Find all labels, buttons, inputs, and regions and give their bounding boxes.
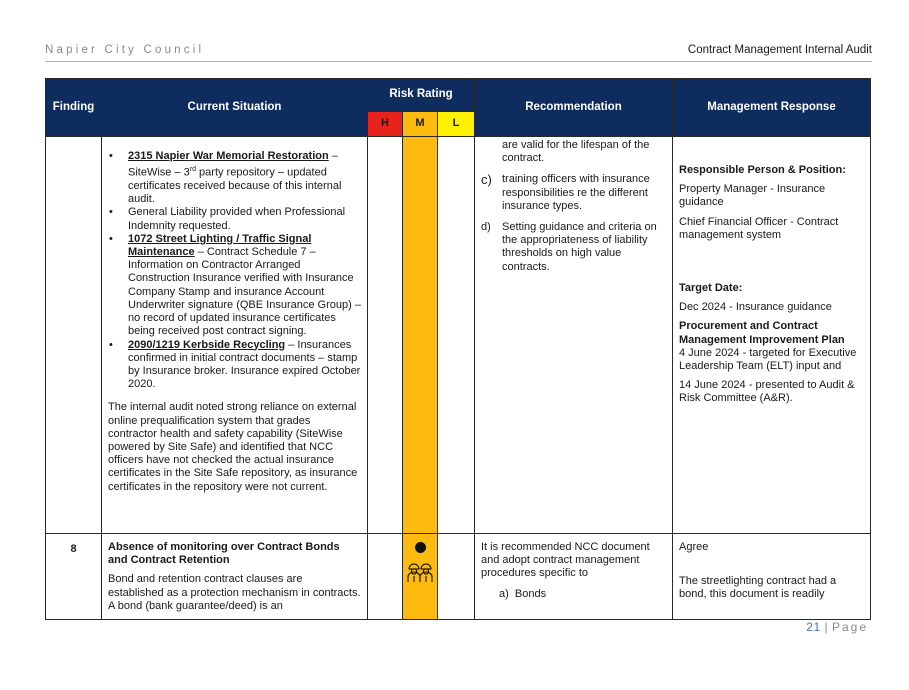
list-item: a) Bonds: [499, 587, 547, 600]
responsible-person-2: Chief Financial Officer - Contract management system: [679, 215, 839, 241]
recommendation-continuation: are valid for the lifespan of the contract.: [502, 139, 650, 165]
people-icon: [405, 559, 435, 583]
target-date-heading: Target Date:: [679, 282, 743, 295]
situation-bullet-list: [108, 150, 361, 391]
finding-text: Bond and retention contract clauses are established as a protection mechanism in contracts. A bond (bank guarantee/deed) is an: [108, 573, 361, 612]
risk-medium-cell: [403, 137, 438, 534]
recommendation-cell: [475, 137, 673, 534]
column-header-finding: Finding: [46, 79, 102, 137]
finding-cell: [46, 137, 102, 534]
current-situation-cell: [102, 534, 368, 620]
risk-low-cell: [438, 534, 475, 620]
header-divider: [45, 61, 872, 62]
header-organisation: Napier City Council: [45, 44, 205, 56]
current-situation-cell: [102, 137, 368, 534]
risk-medium-cell: [403, 534, 438, 620]
risk-high-cell: [368, 534, 403, 620]
risk-rating-medium: M: [403, 112, 438, 137]
recommendation-text: It is recommended NCC document and adopt contract management procedures specific to: [481, 541, 650, 580]
audit-findings-table: [45, 78, 871, 620]
column-header-management-response: Management Response: [673, 79, 871, 137]
responsible-person-heading: Responsible Person & Position:: [679, 164, 846, 176]
list-item: • 1072 Street Lighting / Traffic Signal Maintenance – Contract Schedule 7 – Information on Contractor Arranged Construction Insurance verified with Insurance Company Stamp and insurance Account Underwriter signature (QBE Insurance Group) – no record of updated insurance certificates being received post contract signing.: [128, 233, 361, 339]
page-number: 21: [806, 620, 821, 634]
risk-low-cell: [438, 137, 475, 534]
table-row: [46, 137, 871, 534]
list-item: • 2315 Napier War Memorial Restoration – SiteWise – 3rd party repository – updated certificates received because of this internal audit.: [128, 150, 361, 206]
recommendation-list: [481, 173, 666, 273]
column-header-current-situation: Current Situation: [102, 79, 368, 137]
risk-rating-high: H: [368, 112, 403, 137]
management-response-text: The streetlighting contract had a bond, this document is readily: [679, 575, 837, 601]
recommendation-cell: [475, 534, 673, 620]
table-row: [46, 534, 871, 620]
management-response-cell: [673, 137, 871, 534]
responsible-person-1: Property Manager - Insurance guidance: [679, 183, 826, 209]
target-date-1: Dec 2024 - Insurance guidance: [679, 301, 832, 314]
page-footer: 21 | Page: [806, 620, 868, 634]
list-item: • 2090/1219 Kerbside Recycling – Insurances confirmed in initial contract documents – stamp by Insurance broker. Insurance expired October 2020.: [128, 339, 361, 392]
situation-paragraph: The internal audit noted strong reliance on external online prequalification system that grades contractor health and safety capability (SiteWise powered by Site Safe) and identified that NCC officers have not checked the actual insurance certificates in the Site Safe repository, as insurance certificates in the repository were not current.: [108, 401, 358, 493]
list-item: • General Liability provided when Professional Indemnity requested.: [128, 206, 361, 232]
risk-rating-low: L: [438, 112, 475, 137]
management-agree: Agree: [679, 541, 709, 553]
list-item: c) training officers with insurance responsibilities re the different insurance types.: [481, 172, 650, 212]
header-document-title: Contract Management Internal Audit: [687, 44, 872, 56]
risk-high-cell: [368, 137, 403, 534]
finding-cell: [46, 534, 102, 620]
improvement-plan-1: 4 June 2024 - targeted for Executive Leadership Team (ELT) input and: [679, 346, 857, 373]
finding-title: Absence of monitoring over Contract Bonds and Contract Retention: [108, 541, 340, 567]
list-item: d) Setting guidance and criteria on the appropriateness of liability thresholds on high value contracts.: [481, 221, 657, 273]
improvement-plan-heading: Procurement and Contract Management Improvement Plan: [679, 320, 845, 346]
column-header-risk-rating: Risk Rating: [368, 79, 475, 112]
management-response-cell: [673, 534, 871, 620]
column-header-recommendation: Recommendation: [475, 79, 673, 137]
risk-rating-dot-icon: [415, 542, 426, 553]
improvement-plan-2: 14 June 2024 - presented to Audit & Risk Committee (A&R).: [679, 379, 855, 405]
page-label: Page: [831, 620, 868, 634]
finding-number: 8: [70, 543, 77, 555]
